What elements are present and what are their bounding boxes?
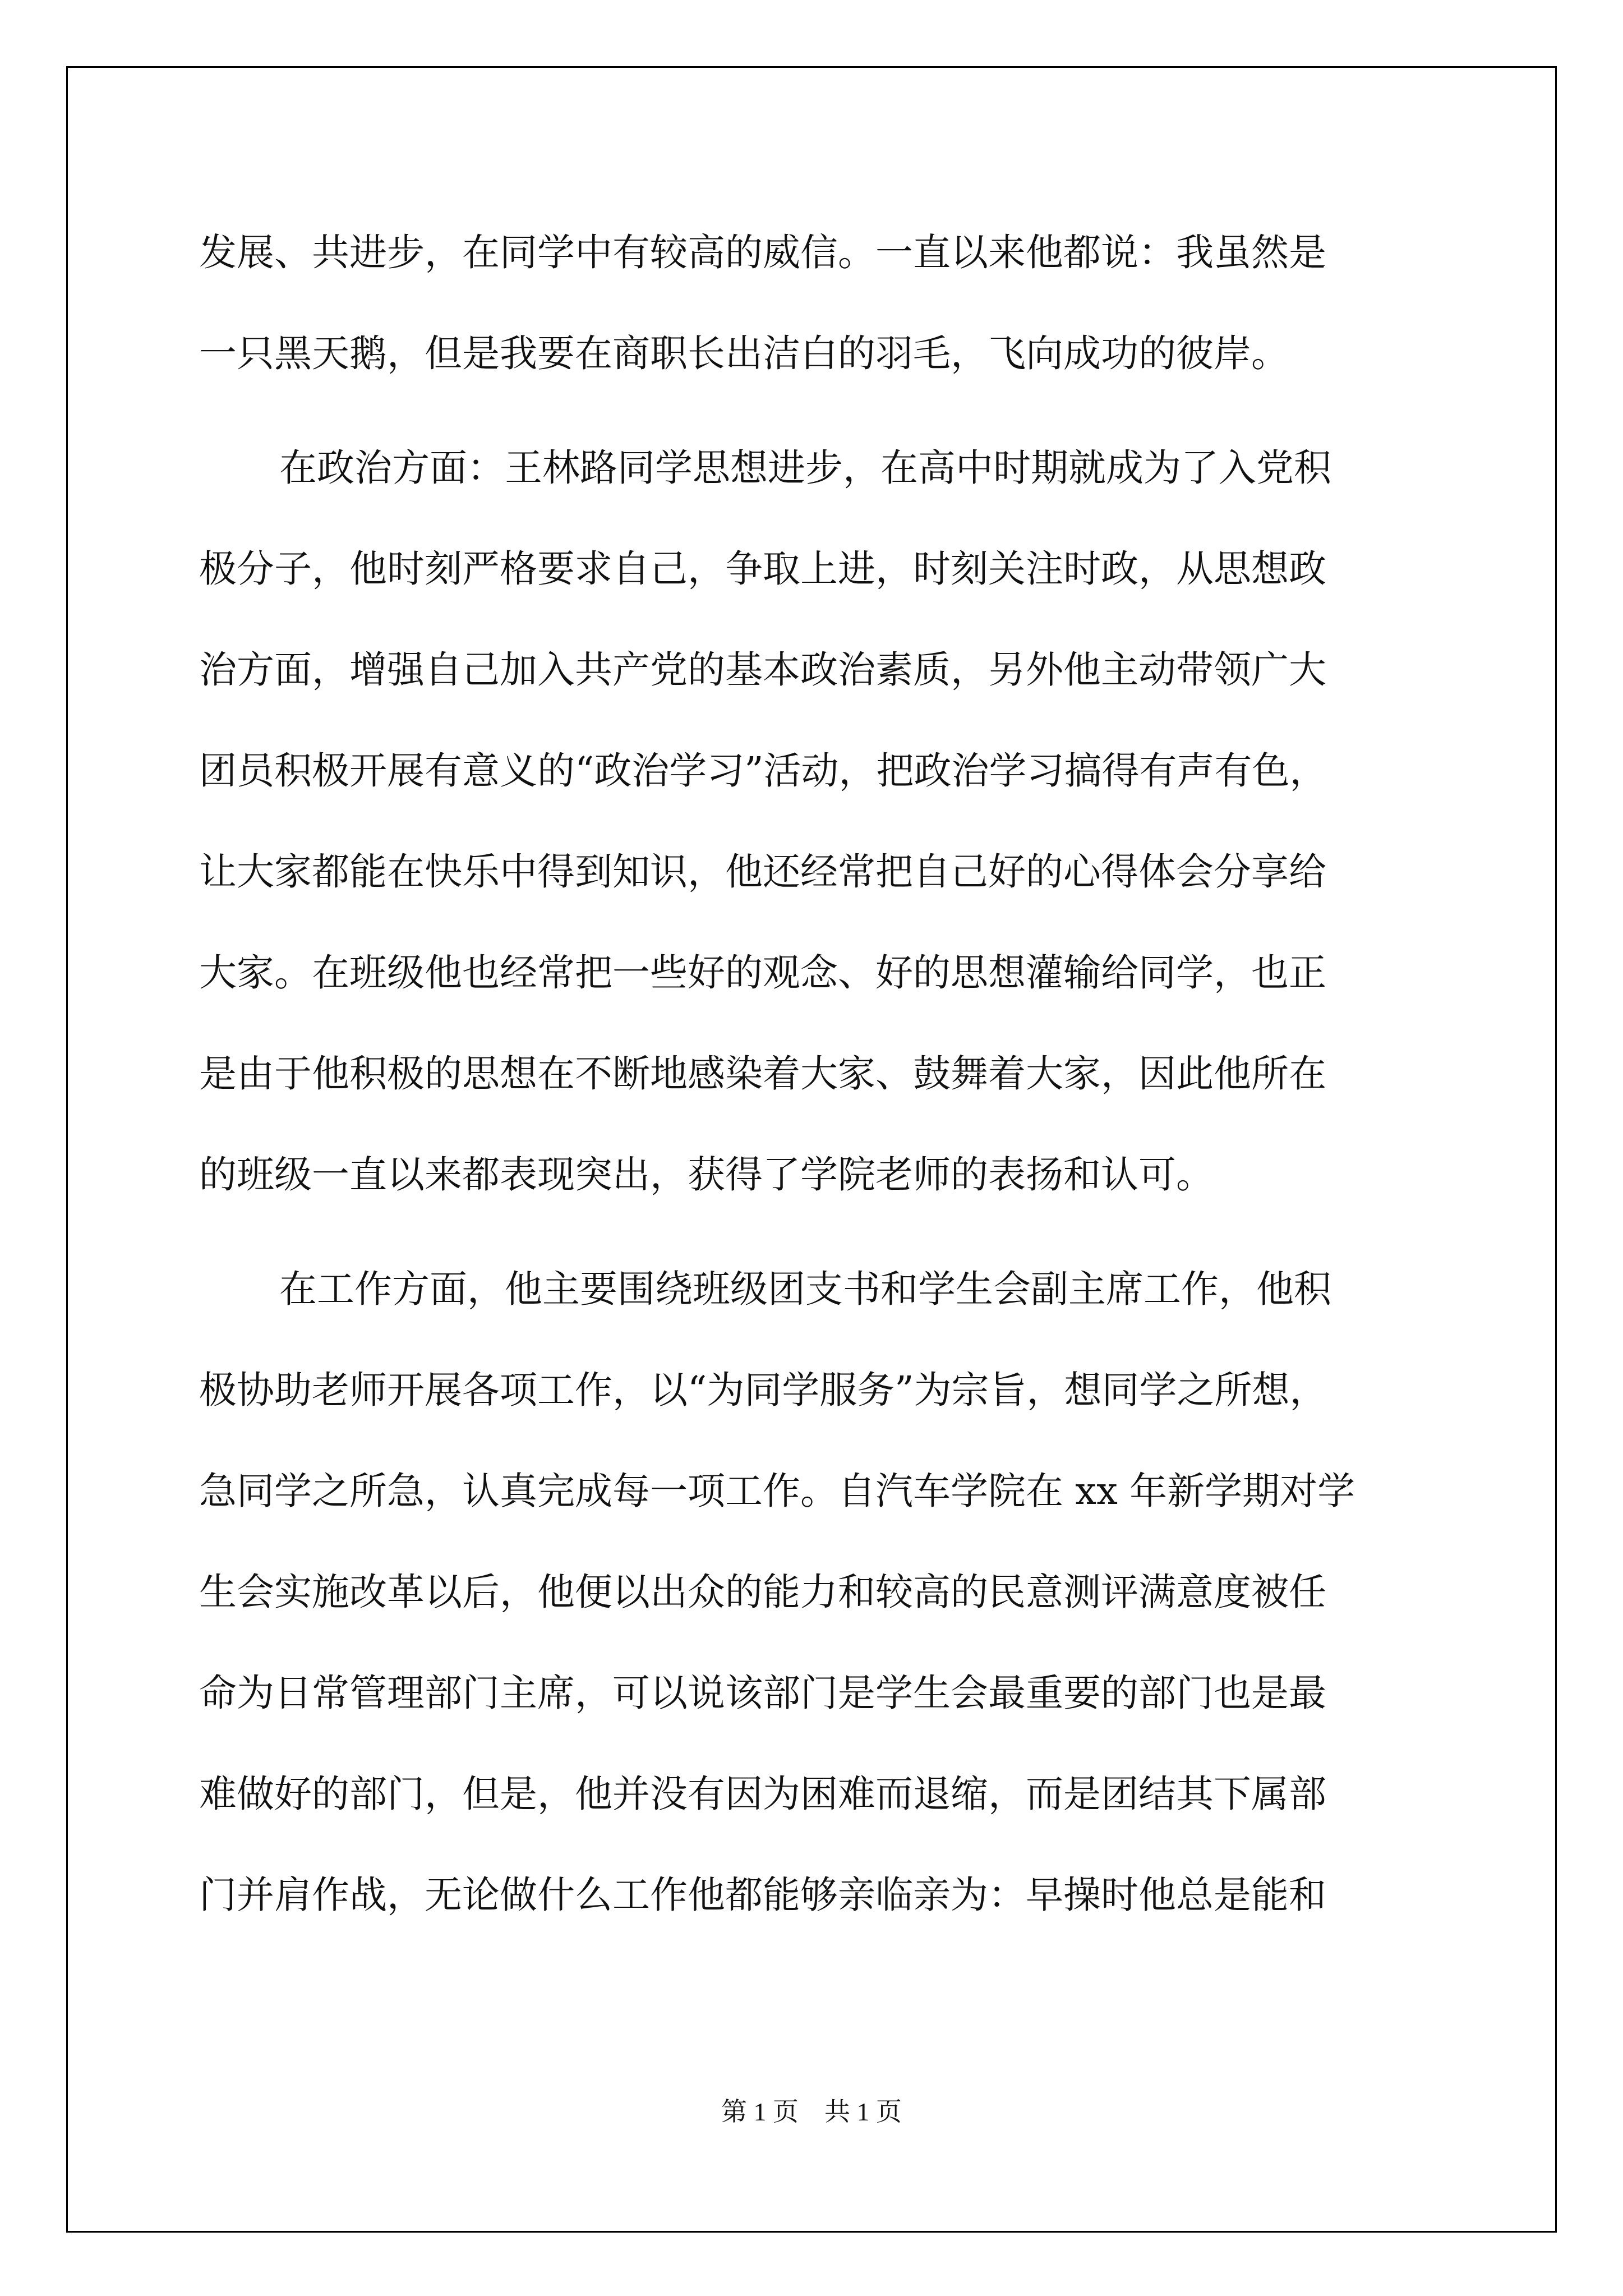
page-number: 第 1 页 共 1 页	[721, 2097, 902, 2126]
text-line: 的班级一直以来都表现突出，获得了学院老师的表扬和认可。	[199, 1153, 1214, 1197]
text-line: 生会实施改革以后，他便以出众的能力和较高的民意测评满意度被任	[199, 1570, 1326, 1614]
text-line: 一只黑天鹅，但是我要在商职长出洁白的羽毛，飞向成功的彼岸。	[199, 332, 1289, 375]
text-line: 急同学之所急，认真完成每一项工作。自汽车学院在 xx 年新学期对学	[199, 1469, 1355, 1513]
text-line: 团员积极开展有意义的“政治学习”活动，把政治学习搞得有声有色，	[199, 749, 1327, 793]
text-line: 大家。在班级他也经常把一些好的观念、好的思想灌输给同学，也正	[199, 951, 1326, 995]
text-line: 治方面，增强自己加入共产党的基本政治素质，另外他主动带领广大	[199, 648, 1326, 692]
text-line: 难做好的部门，但是，他并没有因为困难而退缩，而是团结其下属部	[199, 1772, 1326, 1816]
text-line: 极协助老师开展各项工作，以“为同学服务”为宗旨，想同学之所想，	[199, 1368, 1327, 1412]
text-line: 让大家都能在快乐中得到知识，他还经常把自己好的心得体会分享给	[199, 850, 1326, 894]
paragraph-start-line: 在政治方面：王林路同学思想进步，在高中时期就成为了入党积	[279, 446, 1331, 490]
paragraph-start-line: 在工作方面，他主要围绕班级团支书和学生会副主席工作，他积	[279, 1267, 1331, 1311]
text-line: 发展、共进步，在同学中有较高的威信。一直以来他都说：我虽然是	[199, 231, 1326, 274]
text-line: 是由于他积极的思想在不断地感染着大家、鼓舞着大家，因此他所在	[199, 1052, 1326, 1096]
text-line: 极分子，他时刻严格要求自己，争取上进，时刻关注时政，从思想政	[199, 547, 1326, 591]
text-line: 命为日常管理部门主席，可以说该部门是学生会最重要的部门也是最	[199, 1671, 1326, 1715]
text-line: 门并肩作战，无论做什么工作他都能够亲临亲为：早操时他总是能和	[199, 1873, 1326, 1917]
